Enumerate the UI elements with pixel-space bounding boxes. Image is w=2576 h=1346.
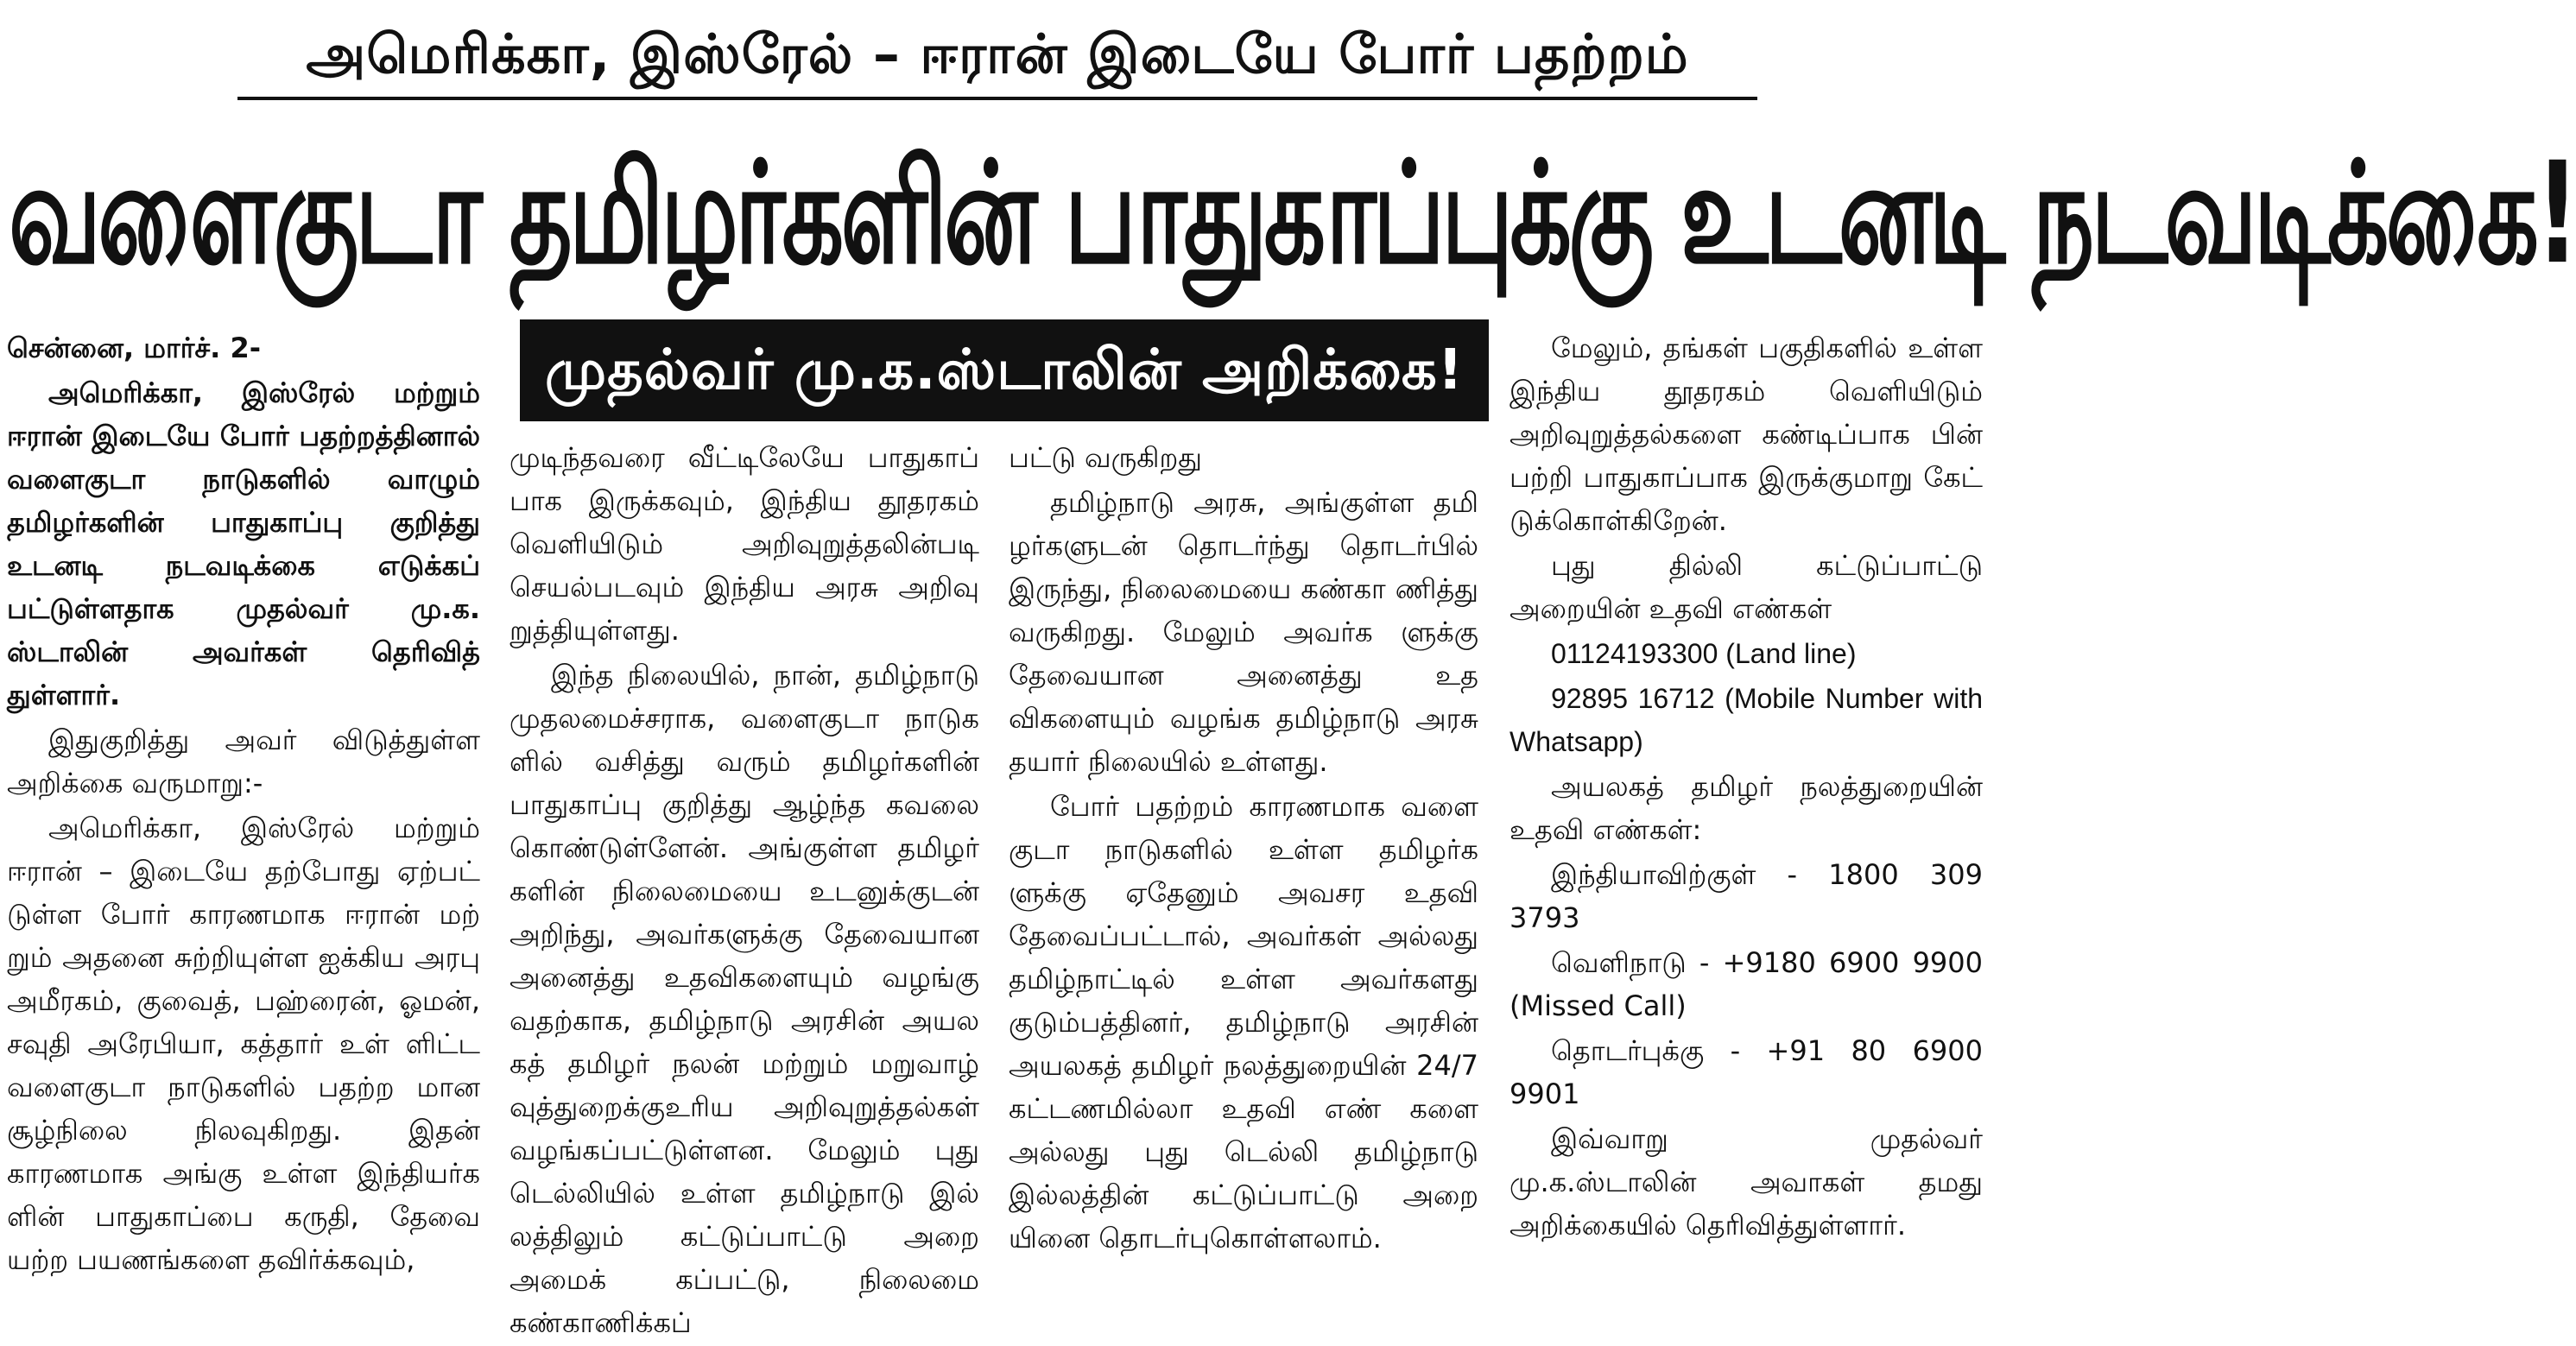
column-4 — [1510, 326, 1983, 1248]
column-2 — [510, 436, 979, 1346]
phone-number: தொடர்புக்கு - +91 80 6900 9901 — [1510, 1034, 1983, 1110]
lead-paragraph: அமெரிக்கா, இஸ்ரேல் மற்றும் ஈரான் இடையே போர் பதற்றத்தினால் வளைகுடா நாடுகளில் வாழும் தமிழர்களின் பாதுகாப்பு குறித்து உடனடி நடவடிக்கை எடுக்கப் பட்டுள்ளதாக முதல்வர் மு.க. ஸ்டாலின் அவர்கள் தெரிவித் துள்ளார். — [7, 376, 480, 711]
paragraph: புது தில்லி கட்டுப்பாட்டு அறையின் உதவி எண்கள் — [1510, 549, 1983, 625]
paragraph: இந்த நிலையில், நான், தமிழ்நாடு முதலமைச்சராக, வளைகுடா நாடுக ளில் வசித்து வரும் தமிழர்களின் பாதுகாப்பு குறித்து ஆழ்ந்த கவலை கொண்டுள்ளேன். அங்குள்ள தமிழர் களின் நிலைமையை உடனுக்குடன் அறிந்து, அவர்களுக்கு தேவையான அனைத்து உதவிகளையும் வழங்கு வதற்காக, தமிழ்நாடு அரசின் அயல கத் தமிழர் நலன் மற்றும் மறுவாழ் வுத்துறைக்குஉரிய அறிவுறுத்தல்கள் வழங்கப்பட்டுள்ளன. மேலும் புது டெல்லியில் உள்ள தமிழ்நாடு இல் லத்திலும் கட்டுப்பாட்டு அறை அமைக் கப்பட்டு, நிலைமை கண்காணிக்கப் — [510, 659, 979, 1339]
phone-number: இந்தியாவிற்குள் - 1800 309 3793 — [1510, 858, 1983, 934]
paragraph: அமெரிக்கா, இஸ்ரேல் மற்றும் ஈரான் – இடையே தற்போது ஏற்பட் டுள்ள போர் காரணமாக ஈரான் மற் றும் அதனை சுற்றியுள்ள ஐக்கிய அரபு அமீரகம், குவைத், பஹ்ரைன், ஓமன், சவுதி அரேபியா, கத்தார் உள் ளிட்ட வளைகுடா நாடுகளில் பதற்ற மான சூழ்நிலை நிலவுகிறது. இதன் காரணமாக அங்கு உள்ள இந்தியர்க ளின் பாதுகாப்பை கருதி, தேவை யற்ற பயணங்களை தவிர்க்கவும், — [7, 812, 480, 1276]
paragraph: தமிழ்நாடு அரசு, அங்குள்ள தமி ழர்களுடன் தொடர்ந்து தொடர்பில் இருந்து, நிலைமையை கண்கா ணித்து வருகிறது. மேலும் அவர்க ளுக்கு தேவையான அனைத்து உத விகளையும் வழங்க தமிழ்நாடு அரசு தயார் நிலையில் உள்ளது. — [1009, 486, 1478, 778]
paragraph: மேலும், தங்கள் பகுதிகளில் உள்ள இந்திய தூதரகம் வெளியிடும் அறிவுறுத்தல்களை கண்டிப்பாக பின் பற்றி பாதுகாப்பாக இருக்குமாறு கேட் டுக்கொள்கிறேன். — [1510, 332, 1983, 537]
paragraph: இவ்வாறு முதல்வர் மு.க.ஸ்டாலின் அவாகள் தமது அறிக்கையில் தெரிவித்துள்ளார். — [1510, 1122, 1983, 1242]
phone-number: 01124193300 (Land line) — [1551, 638, 1857, 669]
paragraph: முடிந்தவரை வீட்டிலேயே பாதுகாப் பாக இருக்கவும், இந்திய தூதரகம் வெளியிடும் அறிவுறுத்தலின்படி செயல்படவும் இந்திய அரசு அறிவு றுத்தியுள்ளது. — [510, 441, 979, 647]
paragraph: அயலகத் தமிழர் நலத்துறையின் உதவி எண்கள்: — [1510, 770, 1983, 846]
paragraph: இதுகுறித்து அவர் விடுத்துள்ள அறிக்கை வருமாறு:- — [7, 724, 480, 799]
paragraph: போர் பதற்றம் காரணமாக வளை குடா நாடுகளில் உள்ள தமிழர்க ளுக்கு ஏதேனும் அவசர உதவி தேவைப்பட்டால், அவர்கள் அல்லது தமிழ்நாட்டில் உள்ள அவர்களது குடும்பத்தினர், தமிழ்நாடு அரசின் அயலகத் தமிழர் நலத்துறையின் 24/7 கட்டணமில்லா உதவி எண் களை அல்லது புது டெல்லி தமிழ்நாடு இல்லத்தின் கட்டுப்பாட்டு அறை யினை தொடர்புகொள்ளலாம். — [1009, 790, 1478, 1254]
phone-number: 92895 16712 (Mobile Number with Whatsapp) — [1510, 683, 1983, 757]
phone-number: வெளிநாடு - +9180 6900 9900 (Missed Call) — [1510, 946, 1983, 1022]
kicker-headline: அமெரிக்கா, இஸ்ரேல் – ஈரான் இடையே போர் பதற்றம் — [306, 22, 1689, 85]
dateline: சென்னை, மார்ச். 2- — [7, 332, 262, 364]
main-headline: வளைகுடா தமிழர்களின் பாதுகாப்புக்கு உடனடி நடவடிக்கை! — [9, 132, 2576, 296]
column-1 — [7, 326, 480, 1283]
column-3 — [1009, 436, 1478, 1261]
subhead-banner: முதல்வர் மு.க.ஸ்டாலின் அறிக்கை! — [520, 319, 1489, 421]
paragraph: பட்டு வருகிறது — [1009, 441, 1203, 474]
